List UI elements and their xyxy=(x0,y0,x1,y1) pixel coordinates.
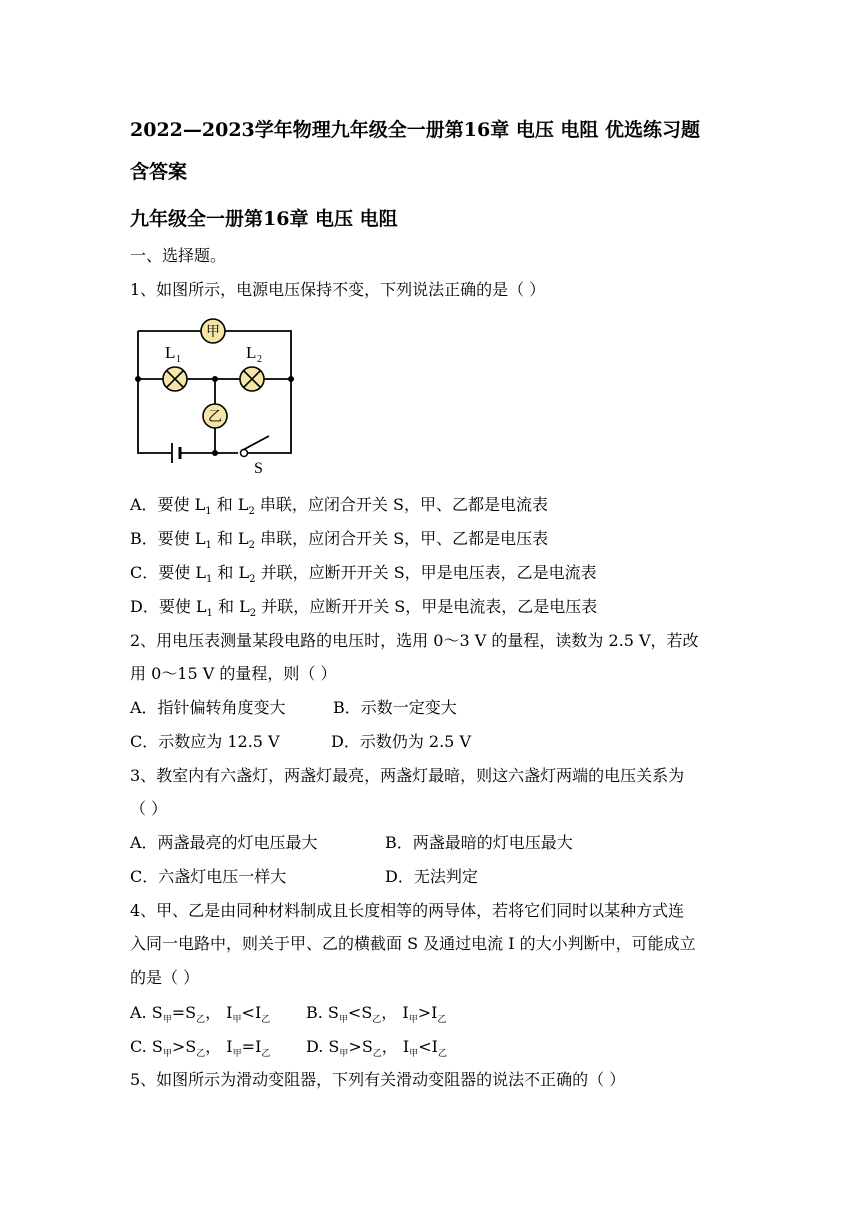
q4d-t3: ， I xyxy=(381,1037,410,1056)
q3-option-d: D．无法判定 xyxy=(385,867,478,886)
meter-jia-label: 甲 xyxy=(206,325,220,340)
lamp-l2-label: L xyxy=(246,343,257,362)
section-heading: 一、选择题。 xyxy=(130,246,227,265)
q4a-t3: ， I xyxy=(205,1003,233,1022)
q1a-text3: 串联，应闭合开关 S，甲、乙都是电流表 xyxy=(254,495,548,514)
q1c-text1: C．要使 L xyxy=(130,563,206,582)
q4c-t3: ， I xyxy=(205,1037,233,1056)
q4-option-b xyxy=(306,1003,446,1026)
q4d-t4: <I xyxy=(418,1037,438,1056)
q1b-text1: B．要使 L xyxy=(130,529,206,548)
doc-title-line1: 2022—2023学年物理九年级全一册第16章 电压 电阻 优选练习题 xyxy=(130,119,701,141)
q4b-s3: 甲 xyxy=(408,1015,418,1025)
q3-option-a: A．两盏最亮的灯电压最大 xyxy=(130,833,318,852)
lamp-l2-sub: 2 xyxy=(257,354,262,365)
q4d-s4: 乙 xyxy=(437,1049,447,1059)
q4d-t1: D. S xyxy=(306,1037,340,1056)
q1b-text3: 串联，应闭合开关 S，甲、乙都是电压表 xyxy=(255,529,549,548)
q4-stem-line2: 入同一电路中，则关于甲、乙的横截面 S 及通过电流 I 的大小判断中，可能成立 xyxy=(130,934,696,953)
q1a-sub1: 1 xyxy=(205,506,212,517)
q2-option-c: C．示数应为 12.5 V xyxy=(130,732,280,751)
q1a-text1: A．要使 L xyxy=(130,495,206,514)
doc-title-line2: 含答案 xyxy=(130,161,188,183)
q4a-t1: A. S xyxy=(130,1003,163,1022)
q3-stem-line2: （ ） xyxy=(130,799,168,818)
meter-jia-icon xyxy=(201,319,225,343)
q3-option-c: C．六盏灯电压一样大 xyxy=(130,867,287,886)
q4b-t1: B. S xyxy=(306,1003,339,1022)
q1d-text2: 和 L xyxy=(212,597,250,616)
q4b-t4: >I xyxy=(417,1003,438,1022)
lamp-l2-icon xyxy=(240,367,264,391)
lamp-l1-sub: 1 xyxy=(176,354,181,365)
q4b-t3: ， I xyxy=(381,1003,409,1022)
q5-stem: 5、如图所示为滑动变阻器，下列有关滑动变阻器的说法不正确的（ ） xyxy=(130,1070,626,1089)
q1-option-d xyxy=(130,597,597,620)
q1a-text2: 和 L xyxy=(211,495,249,514)
q4c-t1: C. S xyxy=(130,1037,163,1056)
q1c-sub1: 1 xyxy=(205,574,213,585)
q1d-text3: 并联，应断开开关 S，甲是电流表，乙是电压表 xyxy=(256,597,598,616)
q4-stem-line1: 4、甲、乙是由同种材料制成且长度相等的两导体，若将它们同时以某种方式连 xyxy=(130,901,685,920)
q1a-sub2: 2 xyxy=(248,506,255,517)
q4d-t2: >S xyxy=(348,1037,373,1056)
q2-stem-line2: 用 0～15 V 的量程，则（ ） xyxy=(130,664,337,683)
q3-stem-line1: 3、教室内有六盏灯，两盏灯最亮，两盏灯最暗，则这六盏灯两端的电压关系为 xyxy=(130,766,685,785)
q4c-t2: >S xyxy=(171,1037,197,1056)
q1d-sub2: 2 xyxy=(249,608,257,619)
q1c-text3: 并联，应断开开关 S，甲是电压表，乙是电流表 xyxy=(255,563,597,582)
q1-option-c xyxy=(130,563,597,586)
q1b-sub2: 2 xyxy=(248,540,256,551)
q2-option-b: B．示数一定变大 xyxy=(333,698,457,717)
q1b-text2: 和 L xyxy=(211,529,249,548)
q4d-s1: 甲 xyxy=(339,1049,349,1059)
q4a-s2: 乙 xyxy=(196,1015,206,1025)
circuit-diagram xyxy=(128,316,303,478)
q1-option-b xyxy=(130,529,548,552)
q4b-s2: 乙 xyxy=(372,1015,382,1025)
q1-stem: 1、如图所示，电源电压保持不变，下列说法正确的是（ ） xyxy=(130,280,546,299)
q3-option-b: B．两盏最暗的灯电压最大 xyxy=(385,833,573,852)
q4b-s4: 乙 xyxy=(437,1015,447,1025)
q4c-s3: 甲 xyxy=(232,1049,242,1059)
q1d-text1: D．要使 L xyxy=(130,597,207,616)
q2-option-a: A．指针偏转角度变大 xyxy=(130,698,286,717)
q1-option-a xyxy=(130,495,548,518)
meter-yi-label: 乙 xyxy=(208,410,222,425)
q4a-t2: =S xyxy=(171,1003,197,1022)
q4c-s1: 甲 xyxy=(162,1049,172,1059)
q4c-t4: =I xyxy=(241,1037,262,1056)
q4b-t2: <S xyxy=(347,1003,373,1022)
q4-option-a xyxy=(130,1003,270,1026)
switch-label: S xyxy=(254,460,263,477)
q4-option-d xyxy=(306,1037,447,1060)
chapter-heading: 九年级全一册第16章 电压 电阻 xyxy=(130,208,398,230)
q4a-t4: <I xyxy=(241,1003,262,1022)
q1b-sub1: 1 xyxy=(205,540,212,551)
q2-stem-line1: 2、用电压表测量某段电路的电压时，选用 0～3 V 的量程，读数为 2.5 V，若改 xyxy=(130,631,699,650)
q4-option-c xyxy=(130,1037,270,1060)
q4b-s1: 甲 xyxy=(338,1015,348,1025)
meter-yi-icon xyxy=(203,404,227,428)
q4a-s1: 甲 xyxy=(162,1015,172,1025)
q4c-s2: 乙 xyxy=(196,1049,206,1059)
lamp-l1-icon xyxy=(163,367,187,391)
q4a-s4: 乙 xyxy=(261,1015,271,1025)
q2-option-d: D．示数仍为 2.5 V xyxy=(331,732,472,751)
q1c-text2: 和 L xyxy=(212,563,250,582)
q1c-sub2: 2 xyxy=(249,574,256,585)
q4-stem-line3: 的是（ ） xyxy=(130,968,200,987)
lamp-l1-label: L xyxy=(165,343,176,362)
q4c-s4: 乙 xyxy=(261,1049,271,1059)
q4d-s2: 乙 xyxy=(372,1049,382,1059)
q1d-sub1: 1 xyxy=(206,608,213,619)
q4d-s3: 甲 xyxy=(409,1049,419,1059)
q4a-s3: 甲 xyxy=(232,1015,242,1025)
